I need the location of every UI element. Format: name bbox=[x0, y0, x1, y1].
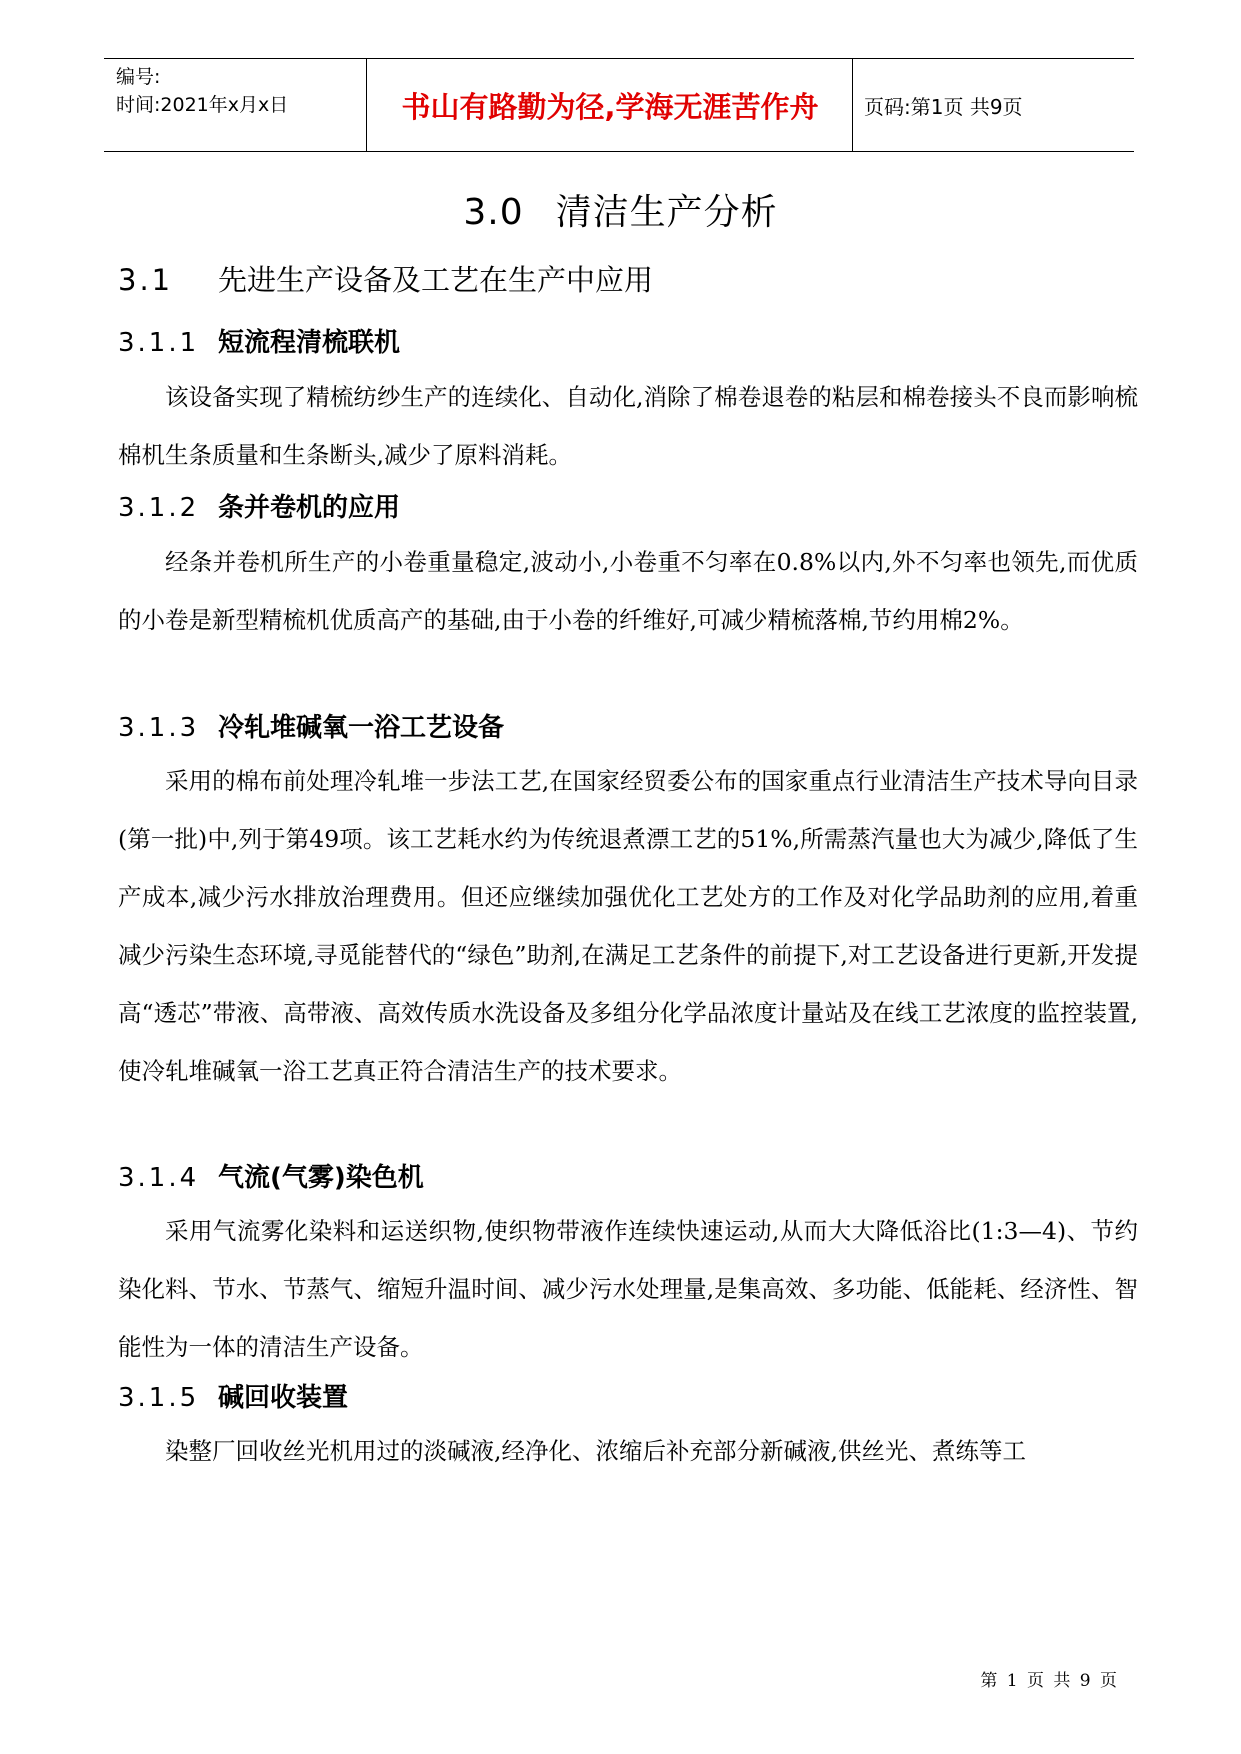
document-title-number: 3.0 bbox=[463, 192, 524, 233]
paragraph: 采用气流雾化染料和运送织物,使织物带液作连续快速运动,从而大大降低浴比(1:3—4)、节约染化料、节水、节蒸气、缩短升温时间、减少污水处理量,是集高效、多功能、低能耗、经济性、智能性为一体的清洁生产设备。 bbox=[118, 1217, 1138, 1361]
subsection-title: 气流(气雾)染色机 bbox=[218, 1163, 424, 1193]
paragraph: 采用的棉布前处理冷轧堆一步法工艺,在国家经贸委公布的国家重点行业清洁生产技术导向目录(第一批)中,列于第49项。该工艺耗水约为传统退煮漂工艺的51%,所需蒸汽量也大为减少,降低了生产成本,减少污水排放治理费用。但还应继续加强优化工艺处方的工作及对化学品助剂的应用,着重减少污染生态环境,寻觅能替代的“绿色”助剂,在满足工艺条件的前提下,对工艺设备进行更新,开发提高“透芯”带液、高带液、高效传质水洗设备及多组分化学品浓度计量站及在线工艺浓度的监控装置,使冷轧堆碱氧一浴工艺真正符合清洁生产的技术要求。 bbox=[118, 767, 1138, 1085]
paragraph: 染整厂回收丝光机用过的淡碱液,经净化、浓缩后补充部分新碱液,供丝光、煮练等工 bbox=[165, 1437, 1026, 1465]
header-divider bbox=[852, 59, 853, 151]
subsection-number: 3.1.1 bbox=[118, 328, 200, 358]
subsection-number: 3.1.3 bbox=[118, 713, 200, 743]
subsection-title: 短流程清梳联机 bbox=[218, 328, 401, 358]
header-motto: 书山有路勤为径,学海无涯苦作舟 bbox=[401, 89, 819, 124]
subsection-heading bbox=[118, 1380, 348, 1416]
subsection-number: 3.1.4 bbox=[118, 1163, 200, 1193]
subsection-heading bbox=[118, 490, 400, 526]
subsection-heading bbox=[118, 710, 504, 746]
document-title bbox=[0, 188, 1241, 238]
document-title-text: 清洁生产分析 bbox=[555, 192, 778, 233]
subsection-title: 冷轧堆碱氧一浴工艺设备 bbox=[218, 713, 505, 743]
paragraph: 经条并卷机所生产的小卷重量稳定,波动小,小卷重不匀率在0.8%以内,外不匀率也领先,而优质的小卷是新型精梳机优质高产的基础,由于小卷的纤维好,可减少精梳落棉,节约用棉2%。 bbox=[118, 548, 1138, 634]
section-number: 3.1 bbox=[118, 263, 174, 297]
header-page-info: 页码:第1页 共9页 bbox=[864, 94, 1023, 119]
page-footer: 第 1 页 共 9 页 bbox=[980, 1671, 1119, 1691]
header-meta bbox=[116, 63, 366, 119]
document-time-label: 时间:2021年x月x日 bbox=[116, 94, 289, 116]
subsection-title: 碱回收装置 bbox=[218, 1383, 349, 1413]
subsection-heading bbox=[118, 325, 400, 361]
subsection-number: 3.1.2 bbox=[118, 493, 200, 523]
page-header bbox=[104, 58, 1134, 152]
document-number-label: 编号: bbox=[116, 66, 161, 88]
subsection-number: 3.1.5 bbox=[118, 1383, 200, 1413]
section-title: 先进生产设备及工艺在生产中应用 bbox=[218, 263, 654, 297]
section-heading bbox=[118, 260, 653, 300]
header-divider bbox=[366, 59, 367, 151]
paragraph: 该设备实现了精梳纺纱生产的连续化、自动化,消除了棉卷退卷的粘层和棉卷接头不良而影响梳棉机生条质量和生条断头,减少了原料消耗。 bbox=[118, 383, 1138, 469]
subsection-title: 条并卷机的应用 bbox=[218, 493, 401, 523]
subsection-heading bbox=[118, 1160, 424, 1196]
